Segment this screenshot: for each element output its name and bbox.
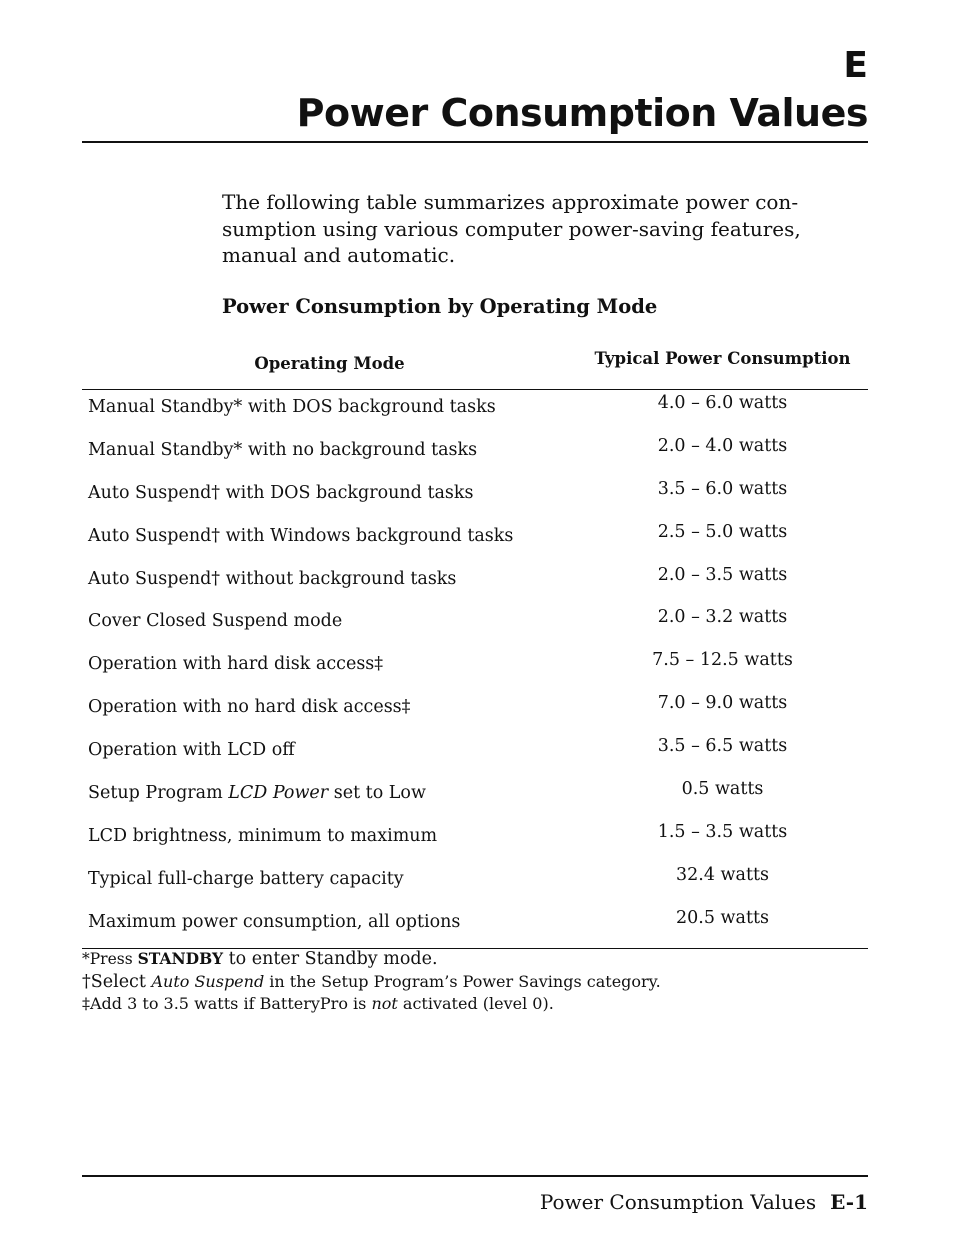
emphasis-text: not	[371, 994, 398, 1013]
table-row	[82, 393, 868, 436]
operating-mode-cell	[88, 781, 426, 805]
footnotes	[82, 948, 868, 1016]
chapter-title: Power Consumption Values	[296, 91, 868, 135]
operating-mode-cell: Typical full-charge battery capacity	[88, 868, 404, 889]
setting-name: Auto Suspend	[151, 971, 265, 991]
operating-mode-cell: Auto Suspend† without background tasks	[88, 568, 457, 589]
operating-mode-cell: Auto Suspend† with DOS background tasks	[88, 482, 474, 503]
table-row	[82, 693, 868, 736]
table-row	[82, 779, 868, 822]
intro-paragraph	[222, 189, 862, 269]
operating-mode-cell: Operation with no hard disk access‡	[88, 697, 411, 718]
table-title: Power Consumption by Operating Mode	[222, 295, 658, 318]
power-value-cell: 2.0 – 3.5 watts	[657, 564, 788, 585]
operating-mode-cell: LCD brightness, minimum to maximum	[88, 825, 438, 846]
power-value-cell: 3.5 – 6.5 watts	[657, 736, 788, 757]
power-value-cell: 20.5 watts	[676, 907, 769, 928]
intro-line: sumption using various computer power-saving features,	[222, 216, 801, 241]
power-value-cell: 3.5 – 6.0 watts	[657, 478, 788, 499]
mode-text: set to Low	[328, 783, 426, 804]
power-value-cell: 0.5 watts	[681, 779, 764, 800]
intro-line: manual and automatic.	[222, 243, 456, 267]
operating-mode-cell: Manual Standby* with DOS background tasks	[88, 397, 496, 417]
power-table-body	[82, 393, 868, 951]
operating-mode-cell: Cover Closed Suspend mode	[88, 611, 343, 632]
power-value-cell: 2.0 – 3.2 watts	[657, 607, 788, 628]
operating-mode-cell: Operation with LCD off	[88, 740, 295, 761]
power-value-cell: 1.5 – 3.5 watts	[657, 821, 788, 842]
operating-mode-cell: Operation with hard disk access‡	[88, 654, 384, 675]
power-value-cell: 2.5 – 5.0 watts	[657, 521, 788, 542]
footnote-text: *Press	[82, 950, 138, 968]
page-footer	[540, 1188, 868, 1216]
column-header-operating-mode: Operating Mode	[254, 354, 405, 373]
operating-mode-cell: Auto Suspend† with Windows background tasks	[88, 525, 514, 546]
power-value-cell: 7.5 – 12.5 watts	[652, 650, 793, 671]
table-row	[82, 908, 868, 951]
setting-name: LCD Power	[228, 783, 329, 804]
column-header-power-consumption: Typical Power Consumption	[594, 349, 851, 368]
power-value-cell: 32.4 watts	[676, 864, 769, 885]
operating-mode-cell: Maximum power consumption, all options	[88, 911, 461, 932]
operating-mode-cell: Manual Standby* with no background tasks	[88, 439, 478, 460]
table-row	[82, 865, 868, 908]
chapter-letter: E	[843, 45, 868, 86]
table-row	[82, 436, 868, 479]
footer-rule	[82, 1175, 868, 1177]
page-number: E-1	[830, 1190, 868, 1214]
intro-line: The following table summarizes approximate power con-	[222, 190, 799, 214]
footnote-standby	[82, 948, 868, 971]
table-row	[82, 607, 868, 650]
footer-section-title: Power Consumption Values	[539, 1190, 817, 1214]
footnote-text: †Select	[82, 971, 152, 992]
footnote-text: activated (level 0).	[397, 994, 554, 1013]
footnote-text: to enter Standby mode.	[223, 949, 438, 969]
standby-key: STANDBY	[137, 949, 224, 968]
table-row	[82, 650, 868, 693]
mode-text: Setup Program	[88, 783, 229, 804]
table-row	[82, 736, 868, 779]
table-row	[82, 822, 868, 865]
header-rule	[82, 141, 868, 143]
footnote-text: in the Setup Program’s Power Savings category.	[264, 971, 661, 991]
table-row	[82, 522, 868, 565]
power-value-cell: 2.0 – 4.0 watts	[657, 435, 788, 456]
power-value-cell: 7.0 – 9.0 watts	[657, 693, 788, 714]
table-header-rule	[82, 389, 868, 390]
table-row	[82, 479, 868, 522]
footnote-batterypro	[82, 993, 868, 1016]
footnote-text: ‡Add 3 to 3.5 watts if BatteryPro is	[82, 994, 372, 1013]
table-row	[82, 565, 868, 608]
footnote-auto-suspend	[82, 971, 868, 994]
power-value-cell: 4.0 – 6.0 watts	[657, 393, 788, 413]
